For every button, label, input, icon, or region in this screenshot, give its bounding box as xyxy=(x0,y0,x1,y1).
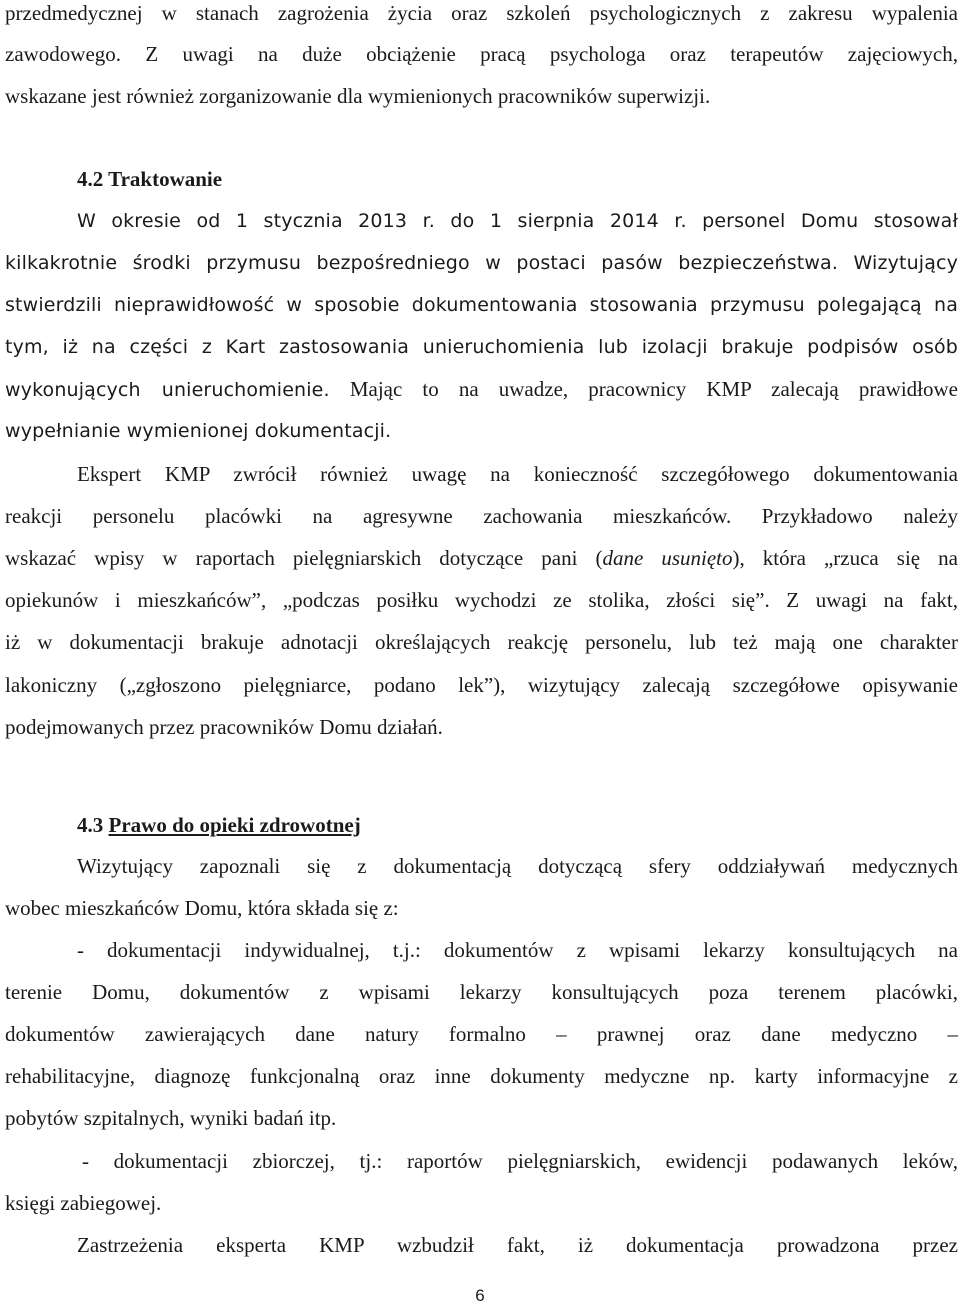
text-line: zawodowego. Z uwagi na duże obciążenie pracą psychologa oraz terapeutów zajęciowych, xyxy=(5,42,958,66)
text-line: podejmowanych przez pracowników Domu działań. xyxy=(5,715,443,739)
text-line: stwierdzili nieprawidłowość w sposobie dokumentowania stosowania przymusu polegającą na xyxy=(5,294,958,316)
text-line: Zastrzeżenia eksperta KMP wzbudził fakt, iż dokumentacja prowadzona przez xyxy=(77,1233,958,1257)
text-segment: ), która „rzuca się na xyxy=(732,546,958,570)
text-line: wobec mieszkańców Domu, która składa się z: xyxy=(5,896,399,920)
text-line: opiekunów i mieszkańców”, „podczas posiłku wychodzi ze stolika, złości się”. Z uwagi na fakt, xyxy=(5,588,958,612)
text-line xyxy=(5,250,958,276)
text-line: przedmedycznej w stanach zagrożenia życia oraz szkoleń psychologicznych z zakresu wypalenia xyxy=(5,1,958,25)
text-line: wskazane jest również zorganizowanie dla wymienionych pracowników superwizji. xyxy=(5,84,711,108)
section-title: Prawo do opieki zdrowotnej xyxy=(108,813,361,837)
text-line: Wizytujący zapoznali się z dokumentacją dotyczącą sfery oddziaływań medycznych xyxy=(77,854,958,878)
text-line: lakoniczny („zgłoszono pielęgniarce, podano lek”), wizytujący zalecają szczegółowe opisywanie xyxy=(5,673,958,697)
text-segment: wykonujących unieruchomienie. xyxy=(5,379,330,401)
section-number: 4.3 xyxy=(77,813,104,837)
text-segment: kilkakrotnie środki przymusu bezpośredniego w postaci pasów bezpieczeństwa. xyxy=(5,252,839,274)
text-line: wypełnianie wymienionej dokumentacji. xyxy=(5,420,392,442)
text-line xyxy=(5,376,958,403)
text-line: rehabilitacyjne, diagnozę funkcjonalną oraz inne dokumenty medyczne np. karty informacyjne z xyxy=(5,1064,958,1088)
list-item-text: - dokumentacji zbiorczej, tj.: raportów pielęgniarskich, ewidencji podawanych leków, xyxy=(82,1149,958,1173)
text-segment: wskazać wpisy w raportach pielęgniarskich dotyczące pani ( xyxy=(5,546,603,570)
page-number: 6 xyxy=(475,1286,485,1305)
section-heading-4-3 xyxy=(77,812,361,838)
text-line: iż w dokumentacji brakuje adnotacji określających reakcję personelu, lub też mają one charakter xyxy=(5,630,958,654)
text-line: pobytów szpitalnych, wyniki badań itp. xyxy=(5,1106,337,1130)
section-title: Traktowanie xyxy=(108,167,223,191)
redaction-note: dane usunięto xyxy=(602,546,733,570)
list-item-text: - dokumentacji indywidualnej, t.j.: dokumentów z wpisami lekarzy konsultujących na xyxy=(77,938,958,962)
text-segment: Wizytujący xyxy=(853,252,958,274)
text-line: terenie Domu, dokumentów z wpisami lekarzy konsultujących poza terenem placówki, xyxy=(5,980,958,1004)
text-line: reakcji personelu placówki na agresywne zachowania mieszkańców. Przykładowo należy xyxy=(5,504,958,528)
section-number: 4.2 xyxy=(77,167,104,191)
text-line: W okresie od 1 stycznia 2013 r. do 1 sierpnia 2014 r. personel Domu stosował xyxy=(77,210,958,232)
section-heading-4-2 xyxy=(77,166,222,192)
text-line xyxy=(5,545,958,571)
text-segment: Mając to na uwadze, pracownicy KMP zalecają prawidłowe xyxy=(349,377,958,401)
text-line: księgi zabiegowej. xyxy=(5,1191,162,1215)
text-line: dokumentów zawierających dane natury formalno – prawnej oraz dane medyczno – xyxy=(5,1022,958,1046)
text-line: tym, iż na części z Kart zastosowania unieruchomienia lub izolacji brakuje podpisów osób xyxy=(5,336,958,358)
text-line: Ekspert KMP zwrócił również uwagę na konieczność szczegółowego dokumentowania xyxy=(77,462,958,486)
